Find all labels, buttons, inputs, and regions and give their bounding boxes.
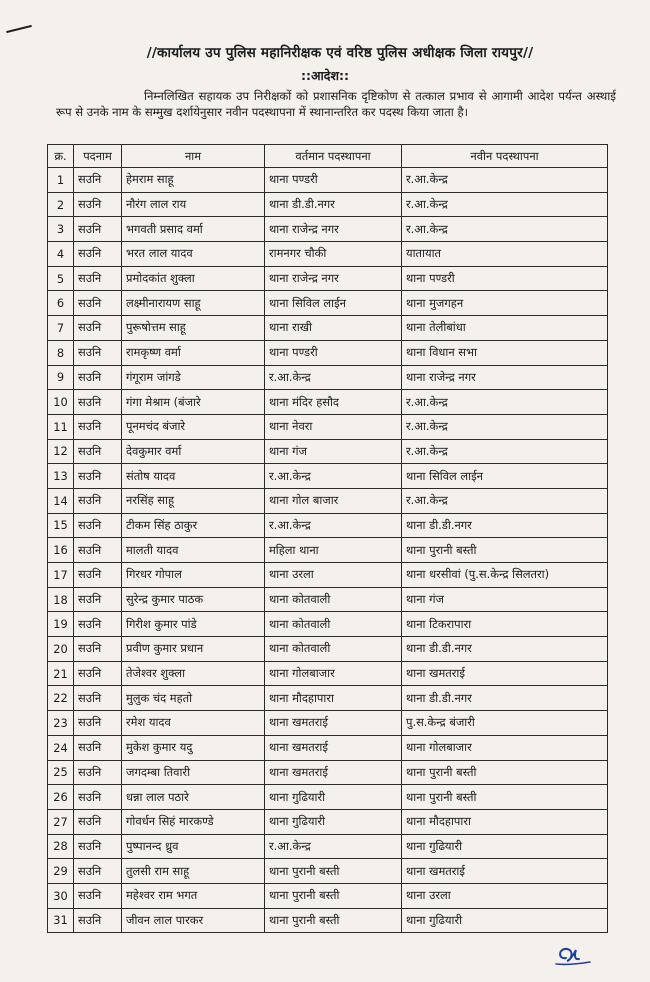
cell-new-posting: थाना खमतराई bbox=[402, 661, 608, 686]
cell-sn: 28 bbox=[48, 834, 74, 859]
cell-current-posting: थाना खमतराई bbox=[265, 735, 402, 760]
cell-rank: सउनि bbox=[74, 439, 122, 464]
cell-current-posting: थाना नेवरा bbox=[265, 414, 402, 439]
cell-sn: 5 bbox=[48, 266, 74, 291]
cell-sn: 26 bbox=[48, 785, 74, 810]
cell-rank: सउनि bbox=[74, 266, 122, 291]
cell-sn: 16 bbox=[48, 538, 74, 563]
cell-name: गंगूराम जांगडे bbox=[122, 365, 265, 390]
cell-rank: सउनि bbox=[74, 859, 122, 884]
cell-new-posting: थाना डी.डी.नगर bbox=[402, 637, 608, 662]
cell-new-posting: थाना पुरानी बस्ती bbox=[402, 785, 608, 810]
table-row bbox=[48, 340, 608, 365]
cell-sn: 4 bbox=[48, 242, 74, 267]
cell-current-posting: महिला थाना bbox=[265, 538, 402, 563]
cell-sn: 24 bbox=[48, 735, 74, 760]
table-row bbox=[48, 587, 608, 612]
cell-name: भगवती प्रसाद वर्मा bbox=[122, 217, 265, 242]
table-row bbox=[48, 908, 608, 933]
cell-new-posting: र.आ.केन्द्र bbox=[402, 217, 608, 242]
cell-name: गोवर्धन सिहं मारकण्डे bbox=[122, 809, 265, 834]
cell-sn: 6 bbox=[48, 291, 74, 316]
table-row bbox=[48, 563, 608, 588]
cell-rank: सउनि bbox=[74, 414, 122, 439]
cell-sn: 18 bbox=[48, 587, 74, 612]
cell-rank: सउनि bbox=[74, 365, 122, 390]
table-row bbox=[48, 760, 608, 785]
cell-new-posting: थाना गोलबाजार bbox=[402, 735, 608, 760]
cell-new-posting: थाना पण्डरी bbox=[402, 266, 608, 291]
cell-new-posting: थाना पुरानी बस्ती bbox=[402, 538, 608, 563]
cell-name: पूनमचंद बंजारे bbox=[122, 414, 265, 439]
cell-new-posting: थाना पुरानी बस्ती bbox=[402, 760, 608, 785]
cell-sn: 20 bbox=[48, 637, 74, 662]
header-current-posting: वर्तमान पदस्थापना bbox=[265, 145, 402, 168]
cell-rank: सउनि bbox=[74, 908, 122, 933]
cell-current-posting: थाना सिविल लाईन bbox=[265, 291, 402, 316]
table-row bbox=[48, 859, 608, 884]
cell-rank: सउनि bbox=[74, 686, 122, 711]
cell-sn: 13 bbox=[48, 464, 74, 489]
table-row bbox=[48, 785, 608, 810]
table-row bbox=[48, 834, 608, 859]
cell-rank: सउनि bbox=[74, 637, 122, 662]
cell-rank: सउनि bbox=[74, 340, 122, 365]
cell-rank: सउनि bbox=[74, 513, 122, 538]
cell-current-posting: थाना मौदहापारा bbox=[265, 686, 402, 711]
cell-name: गंगा मेश्राम (बंजारे bbox=[122, 390, 265, 415]
cell-rank: सउनि bbox=[74, 612, 122, 637]
cell-sn: 31 bbox=[48, 908, 74, 933]
cell-new-posting: थाना सिविल लाईन bbox=[402, 464, 608, 489]
cell-sn: 22 bbox=[48, 686, 74, 711]
table-row bbox=[48, 488, 608, 513]
cell-name: भरत लाल यादव bbox=[122, 242, 265, 267]
table-row bbox=[48, 513, 608, 538]
cell-name: प्रमोदकांत शुक्ला bbox=[122, 266, 265, 291]
cell-new-posting: थाना डी.डी.नगर bbox=[402, 686, 608, 711]
cell-new-posting: र.आ.केन्द्र bbox=[402, 439, 608, 464]
cell-rank: सउनि bbox=[74, 883, 122, 908]
cell-sn: 9 bbox=[48, 365, 74, 390]
cell-rank: सउनि bbox=[74, 785, 122, 810]
cell-current-posting: थाना पण्डरी bbox=[265, 340, 402, 365]
cell-rank: सउनि bbox=[74, 192, 122, 217]
cell-new-posting: थाना गुढियारी bbox=[402, 908, 608, 933]
order-title: ::आदेश:: bbox=[301, 68, 349, 83]
header-rank: पदनाम bbox=[74, 145, 122, 168]
transfer-table bbox=[47, 144, 608, 933]
cell-current-posting: र.आ.केन्द्र bbox=[265, 464, 402, 489]
cell-new-posting: थाना विधान सभा bbox=[402, 340, 608, 365]
cell-sn: 2 bbox=[48, 192, 74, 217]
table-row bbox=[48, 217, 608, 242]
cell-current-posting: र.आ.केन्द्र bbox=[265, 513, 402, 538]
table-row bbox=[48, 266, 608, 291]
cell-sn: 1 bbox=[48, 168, 74, 193]
cell-rank: सउनि bbox=[74, 834, 122, 859]
cell-new-posting: पु.स.केन्द्र बंजारी bbox=[402, 711, 608, 736]
cell-rank: सउनि bbox=[74, 563, 122, 588]
cell-name: मुकेश कुमार यदु bbox=[122, 735, 265, 760]
table-header-row bbox=[48, 145, 608, 168]
cell-sn: 27 bbox=[48, 809, 74, 834]
cell-name: नौरंग लाल राय bbox=[122, 192, 265, 217]
cell-name: टीकम सिंह ठाकुर bbox=[122, 513, 265, 538]
intro-paragraph bbox=[56, 88, 616, 120]
cell-rank: सउनि bbox=[74, 464, 122, 489]
cell-current-posting: थाना राखी bbox=[265, 316, 402, 341]
table-row bbox=[48, 192, 608, 217]
table-row bbox=[48, 735, 608, 760]
table-row bbox=[48, 390, 608, 415]
cell-name: पुष्पानन्द ध्रुव bbox=[122, 834, 265, 859]
cell-rank: सउनि bbox=[74, 242, 122, 267]
cell-new-posting: थाना धरसीवां (पु.स.केन्द्र सिलतरा) bbox=[402, 563, 608, 588]
faded-footer-text bbox=[50, 937, 410, 947]
cell-current-posting: थाना गुढियारी bbox=[265, 785, 402, 810]
cell-sn: 14 bbox=[48, 488, 74, 513]
cell-name: लक्ष्मीनारायण साहू bbox=[122, 291, 265, 316]
cell-rank: सउनि bbox=[74, 316, 122, 341]
cell-current-posting: थाना कोतवाली bbox=[265, 587, 402, 612]
table-row bbox=[48, 809, 608, 834]
cell-current-posting: थाना गोलबाजार bbox=[265, 661, 402, 686]
cell-name: संतोष यादव bbox=[122, 464, 265, 489]
cell-rank: सउनि bbox=[74, 291, 122, 316]
cell-rank: सउनि bbox=[74, 168, 122, 193]
cell-name: तेजेश्वर शुक्ला bbox=[122, 661, 265, 686]
cell-current-posting: थाना पुरानी बस्ती bbox=[265, 908, 402, 933]
cell-name: पुरूषोत्तम साहू bbox=[122, 316, 265, 341]
table-row bbox=[48, 414, 608, 439]
cell-new-posting: थाना उरला bbox=[402, 883, 608, 908]
cell-name: रामकृष्ण वर्मा bbox=[122, 340, 265, 365]
table-row bbox=[48, 464, 608, 489]
cell-current-posting: थाना खमतराई bbox=[265, 711, 402, 736]
cell-rank: सउनि bbox=[74, 587, 122, 612]
cell-rank: सउनि bbox=[74, 735, 122, 760]
cell-current-posting: थाना कोतवाली bbox=[265, 612, 402, 637]
cell-rank: सउनि bbox=[74, 760, 122, 785]
header-name: नाम bbox=[122, 145, 265, 168]
cell-new-posting: र.आ.केन्द्र bbox=[402, 192, 608, 217]
pen-mark bbox=[6, 25, 32, 33]
cell-sn: 23 bbox=[48, 711, 74, 736]
cell-sn: 8 bbox=[48, 340, 74, 365]
cell-new-posting: थाना गुढियारी bbox=[402, 834, 608, 859]
table-row bbox=[48, 637, 608, 662]
cell-sn: 15 bbox=[48, 513, 74, 538]
cell-new-posting: र.आ.केन्द्र bbox=[402, 168, 608, 193]
cell-name: गिरधर गोपाल bbox=[122, 563, 265, 588]
cell-name: प्रवीण कुमार प्रधान bbox=[122, 637, 265, 662]
cell-name: महेश्वर राम भगत bbox=[122, 883, 265, 908]
cell-sn: 21 bbox=[48, 661, 74, 686]
cell-new-posting: थाना खमतराई bbox=[402, 859, 608, 884]
signature-mark bbox=[552, 940, 592, 970]
table-body bbox=[48, 168, 608, 933]
table-row bbox=[48, 538, 608, 563]
cell-new-posting: र.आ.केन्द्र bbox=[402, 488, 608, 513]
cell-new-posting: थाना राजेन्द्र नगर bbox=[402, 365, 608, 390]
cell-current-posting: थाना डी.डी.नगर bbox=[265, 192, 402, 217]
cell-current-posting: थाना पुरानी बस्ती bbox=[265, 883, 402, 908]
cell-rank: सउनि bbox=[74, 661, 122, 686]
cell-name: सुरेन्द्र कुमार पाठक bbox=[122, 587, 265, 612]
cell-new-posting: थाना मुजगहन bbox=[402, 291, 608, 316]
table-row bbox=[48, 291, 608, 316]
cell-current-posting: रामनगर चौकी bbox=[265, 242, 402, 267]
office-header: //कार्यालय उप पुलिस महानिरीक्षक एवं वरिष्ठ पुलिस अधीक्षक जिला रायपुर// bbox=[146, 45, 534, 61]
table-row bbox=[48, 365, 608, 390]
table-row bbox=[48, 316, 608, 341]
cell-name: नरसिंह साहू bbox=[122, 488, 265, 513]
cell-name: धन्ना लाल पठारे bbox=[122, 785, 265, 810]
cell-sn: 29 bbox=[48, 859, 74, 884]
table-row bbox=[48, 883, 608, 908]
cell-current-posting: थाना राजेन्द्र नगर bbox=[265, 217, 402, 242]
cell-new-posting: थाना टिकरापारा bbox=[402, 612, 608, 637]
header-sn: क्र. bbox=[48, 145, 74, 168]
cell-current-posting: थाना पुरानी बस्ती bbox=[265, 859, 402, 884]
cell-sn: 10 bbox=[48, 390, 74, 415]
cell-rank: सउनि bbox=[74, 538, 122, 563]
cell-sn: 7 bbox=[48, 316, 74, 341]
cell-sn: 12 bbox=[48, 439, 74, 464]
cell-sn: 11 bbox=[48, 414, 74, 439]
cell-current-posting: थाना गंज bbox=[265, 439, 402, 464]
cell-rank: सउनि bbox=[74, 217, 122, 242]
cell-name: जीवन लाल पारकर bbox=[122, 908, 265, 933]
table-row bbox=[48, 686, 608, 711]
header-new-posting: नवीन पदस्थापना bbox=[402, 145, 608, 168]
cell-new-posting: र.आ.केन्द्र bbox=[402, 390, 608, 415]
cell-new-posting: र.आ.केन्द्र bbox=[402, 414, 608, 439]
cell-name: जगदम्बा तिवारी bbox=[122, 760, 265, 785]
table-row bbox=[48, 168, 608, 193]
cell-sn: 19 bbox=[48, 612, 74, 637]
cell-rank: सउनि bbox=[74, 390, 122, 415]
cell-current-posting: थाना राजेन्द्र नगर bbox=[265, 266, 402, 291]
cell-current-posting: थाना गुढियारी bbox=[265, 809, 402, 834]
table-row bbox=[48, 711, 608, 736]
cell-current-posting: र.आ.केन्द्र bbox=[265, 365, 402, 390]
table-row bbox=[48, 661, 608, 686]
cell-name: मुलुक चंद महतो bbox=[122, 686, 265, 711]
table-row bbox=[48, 439, 608, 464]
cell-sn: 3 bbox=[48, 217, 74, 242]
table-row bbox=[48, 242, 608, 267]
cell-current-posting: र.आ.केन्द्र bbox=[265, 834, 402, 859]
cell-name: मालती यादव bbox=[122, 538, 265, 563]
cell-new-posting: थाना गंज bbox=[402, 587, 608, 612]
cell-current-posting: थाना कोतवाली bbox=[265, 637, 402, 662]
intro-text: निम्नलिखित सहायक उप निरीक्षकों को प्रशासनिक दृष्टिकोण से तत्काल प्रभाव से आगामी आदेश पर्यन्त अस्थाई रूप से उनके नाम के सम्मुख दर्शायेनुसार नवीन पदस्थापना में स्थानान्तरित कर पदस्थ किया जाता है। bbox=[56, 89, 616, 119]
cell-rank: सउनि bbox=[74, 711, 122, 736]
cell-new-posting: थाना तेलीबांधा bbox=[402, 316, 608, 341]
cell-sn: 17 bbox=[48, 563, 74, 588]
table-row bbox=[48, 612, 608, 637]
cell-new-posting: थाना मौदहापारा bbox=[402, 809, 608, 834]
cell-current-posting: थाना मंदिर हसौद bbox=[265, 390, 402, 415]
cell-new-posting: यातायात bbox=[402, 242, 608, 267]
cell-current-posting: थाना खमतराई bbox=[265, 760, 402, 785]
cell-name: हेमराम साहू bbox=[122, 168, 265, 193]
cell-sn: 30 bbox=[48, 883, 74, 908]
cell-new-posting: थाना डी.डी.नगर bbox=[402, 513, 608, 538]
cell-name: देवकुमार वर्मा bbox=[122, 439, 265, 464]
cell-rank: सउनि bbox=[74, 488, 122, 513]
cell-name: तुलसी राम साहू bbox=[122, 859, 265, 884]
cell-rank: सउनि bbox=[74, 809, 122, 834]
cell-current-posting: थाना उरला bbox=[265, 563, 402, 588]
cell-name: गिरीश कुमार पांडे bbox=[122, 612, 265, 637]
cell-current-posting: थाना पण्डरी bbox=[265, 168, 402, 193]
cell-sn: 25 bbox=[48, 760, 74, 785]
cell-name: रमेश यादव bbox=[122, 711, 265, 736]
cell-current-posting: थाना गोल बाजार bbox=[265, 488, 402, 513]
